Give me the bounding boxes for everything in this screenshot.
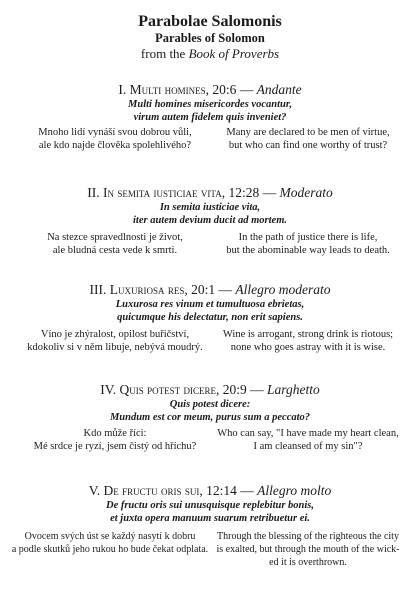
section-numeral: V.	[88, 483, 101, 498]
english-line: Wine is arrogant, strong drink is riotous;	[222, 329, 394, 340]
proverb-section	[0, 482, 420, 568]
section-numeral: III.	[89, 282, 107, 297]
english-line: but who can find one worthy of trust?	[228, 140, 388, 151]
english-translation	[212, 328, 404, 354]
czech-translation	[20, 231, 210, 257]
section-numeral: II.	[87, 185, 100, 200]
document-source	[0, 46, 420, 62]
section-numeral: I.	[118, 82, 127, 97]
czech-line: ale kdo najde člověka spolehlivého?	[38, 140, 192, 151]
section-tempo: Allegro moderato	[235, 282, 331, 297]
czech-line: Kdo může říci:	[83, 428, 147, 439]
latin-line: Luxurosa res vinum et tumultuosa ebrietas,	[115, 299, 305, 310]
latin-text	[0, 298, 420, 324]
english-line: Many are declared to be men of virtue,	[226, 127, 390, 138]
czech-line: kdokoliv si v něm libuje, nebývá moudrý.	[27, 342, 203, 353]
section-tempo: Moderato	[279, 185, 333, 200]
latin-line: De fructu oris sui unusquisque replebitur bonis,	[105, 500, 315, 511]
section-dash: —	[240, 483, 254, 498]
source-book: Book of Proverbs	[188, 46, 280, 61]
latin-line: Mundum est cor meum, purus sum a peccato?	[109, 412, 311, 423]
proverb-section	[0, 184, 420, 256]
english-line: I am cleansed of my sin"?	[253, 441, 363, 452]
english-line: none who goes astray with it is wise.	[230, 342, 386, 353]
english-translation	[212, 126, 404, 152]
section-heading	[0, 81, 420, 98]
latin-line: virum autem fidelem quis inveniet?	[133, 112, 287, 123]
english-line: ed it is overthrown.	[269, 557, 347, 568]
latin-text	[0, 499, 420, 525]
document-subtitle: Parables of Solomon	[155, 31, 265, 45]
section-title: Luxuriosa res, 20:1	[109, 282, 216, 297]
proverb-section	[0, 81, 420, 151]
section-title: In semita iusticiae vita, 12:28	[103, 185, 260, 200]
latin-line: iter autem devium ducit ad mortem.	[133, 215, 287, 226]
czech-translation	[20, 126, 210, 152]
latin-line: Quis potest dicere:	[169, 399, 251, 410]
section-heading	[0, 281, 420, 298]
section-tempo: Andante	[256, 82, 302, 97]
section-dash: —	[239, 82, 254, 97]
source-prefix: from the	[140, 46, 186, 61]
english-translation	[212, 427, 404, 453]
english-line: but the abominable way leads to death.	[226, 245, 390, 256]
latin-text	[0, 398, 420, 424]
english-line: In the path of justice there is life,	[238, 232, 378, 243]
czech-translation	[20, 328, 210, 354]
english-line: Who can say, "I have made my heart clean,	[217, 428, 399, 439]
latin-line: Multi homines misericordes vocantur,	[128, 99, 292, 110]
section-heading	[0, 482, 420, 499]
section-dash: —	[262, 185, 277, 200]
section-heading	[0, 381, 420, 398]
czech-line: Mnoho lidí vynáší svou dobrou vůli,	[38, 127, 192, 138]
czech-line: ale bludná cesta vede k smrti.	[52, 245, 178, 256]
czech-line: a podle skutků jeho rukou ho bude čekat odplata.	[11, 544, 209, 555]
section-tempo: Larghetto	[267, 382, 320, 397]
czech-line: Mé srdce je ryzí, jsem čistý od hříchu?	[33, 441, 197, 452]
section-heading	[0, 184, 420, 201]
english-line: is exalted, but through the mouth of the wick-	[216, 544, 400, 555]
section-title: Multi homines, 20:6	[129, 82, 237, 97]
document-header	[0, 12, 420, 62]
section-tempo: Allegro molto	[257, 483, 332, 498]
section-dash: —	[218, 282, 232, 297]
latin-text	[0, 201, 420, 227]
english-translation	[212, 530, 404, 569]
latin-text	[0, 98, 420, 124]
czech-translation	[10, 530, 210, 556]
section-dash: —	[250, 382, 264, 397]
proverb-section	[0, 281, 420, 353]
czech-line: Víno je zhýralost, opilost buřičství,	[40, 329, 190, 340]
english-line: Through the blessing of the righteous the city	[217, 531, 399, 542]
czech-line: Ovocem svých úst se každý nasytí k dobru	[24, 531, 196, 542]
section-numeral: IV.	[100, 382, 117, 397]
latin-line: quicumque his delectatur, non erit sapiens.	[117, 312, 303, 323]
english-translation	[212, 231, 404, 257]
section-title: Quis potest dicere, 20:9	[119, 382, 247, 397]
section-title: De fructu oris sui, 12:14	[103, 483, 237, 498]
latin-line: In semita iusticiae vita,	[159, 202, 261, 213]
document-title: Parabolae Salomonis	[138, 13, 282, 30]
czech-line: Na stezce spravedlnosti je život,	[47, 232, 183, 243]
latin-line: et juxta opera manuum suarum retribuetur ei.	[110, 513, 310, 524]
proverb-section	[0, 381, 420, 452]
czech-translation	[20, 427, 210, 453]
